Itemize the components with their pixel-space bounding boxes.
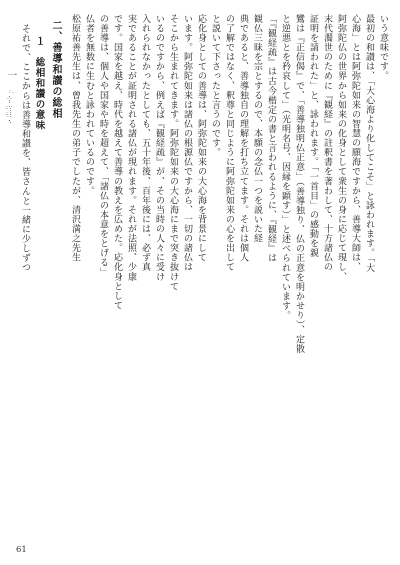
intro-column — [6, 92, 15, 93]
verse2-line — [3, 106, 12, 107]
text-column: 阿弥陀仏の世界から如来の化身として衆生の身に応じて現し、 — [336, 14, 346, 282]
text-column: います。阿弥陀如来は諸仏の根源仏ですから、一切の諸仏は — [182, 14, 192, 272]
intro-column — [6, 90, 15, 91]
verse-number: 一 — [5, 70, 17, 81]
text-column: 鸞は『正信偈』で、「善導独明仏正意」（善導独り、仏の正意を明かせり）、定散 — [294, 14, 304, 354]
text-column: 入れられなかったとしても、五十年後、百年後には、必ず真 — [140, 14, 150, 272]
text-column: 応化身としての善導は、阿弥陀如来の大心海を背景にして — [196, 14, 206, 263]
verse2-line — [3, 110, 12, 111]
text-column: 仏者を無数に生むと詠われているのです。 — [84, 14, 94, 196]
chapter-heading: 二、善導和讃の総相 — [50, 20, 61, 119]
text-column: 松原祐善先生は、曾我先生の弟子でしたが、清沢満之先生 — [70, 14, 80, 263]
text-column: 典であると、善導独自の理解を打ち立てます。それは個人 — [238, 14, 248, 263]
lower-column — [3, 122, 12, 123]
text-column: 実であることが証明される諸仏が現れます。それが法照、少康 — [126, 14, 136, 282]
text-column: の了解ではなく、釈尊と同じように阿弥陀如来の心を出して — [224, 14, 234, 272]
lower-column — [3, 120, 12, 121]
text-column: いるのですから、例えば『観経疏』が、その当時の人々に受け — [154, 14, 164, 282]
lower-column — [3, 114, 12, 115]
text-column: と説いて下さったと言うのです。 — [210, 14, 220, 158]
text-column: 最初の和讃は、「大心海より化してこそ」と詠われます。「大 — [364, 14, 374, 273]
text-column: いう意味です。 — [378, 14, 388, 81]
text-column: です。国家を越え、時代を越えて善導の教えを広めた。応化身として — [112, 14, 122, 311]
text-column: と逆悪とを矜哀して」（光明名号、因縁を顕す）」と述べられています。 — [280, 14, 290, 321]
text-column: 心海」とは阿弥陀如来の智慧の願海ですから、善導大師は、 — [350, 14, 360, 272]
verse1-line — [3, 102, 12, 103]
text-column: の善導は、個人や国家や時を超えて、「諸仏の本意をとげる」 — [98, 14, 108, 277]
verse1-line — [3, 98, 12, 99]
text-column: 証明を請われた」と、詠われます。「一首目」の感動を親 — [308, 14, 318, 258]
intro-column: それで、ここからは善導和讃を、皆さんと一緒に少しずつ — [20, 24, 30, 273]
text-column: 「『観経疏』は古今楷定の書と言われるように、『観経』は — [266, 14, 276, 263]
verse2-line — [3, 112, 12, 113]
text-column: 観仏三昧を宗とするので、本願の念仏一つを説いた経 — [252, 14, 262, 244]
text-column: そこから生まれてきます。阿弥陀如来の大心海にまで突き抜けて — [168, 14, 178, 291]
text-column: 末代濁世のために『観経』の註釈書を著わして、十方諸仏の — [322, 14, 332, 272]
lower-column — [3, 118, 12, 119]
verse1-line — [3, 100, 12, 101]
verse2-line — [3, 108, 12, 109]
section-heading: １ 総相和讃の意味 — [33, 36, 45, 131]
verse-number — [3, 104, 12, 105]
lower-column — [3, 116, 12, 117]
page-number: 61 — [16, 545, 27, 555]
verse1-line — [3, 96, 12, 97]
